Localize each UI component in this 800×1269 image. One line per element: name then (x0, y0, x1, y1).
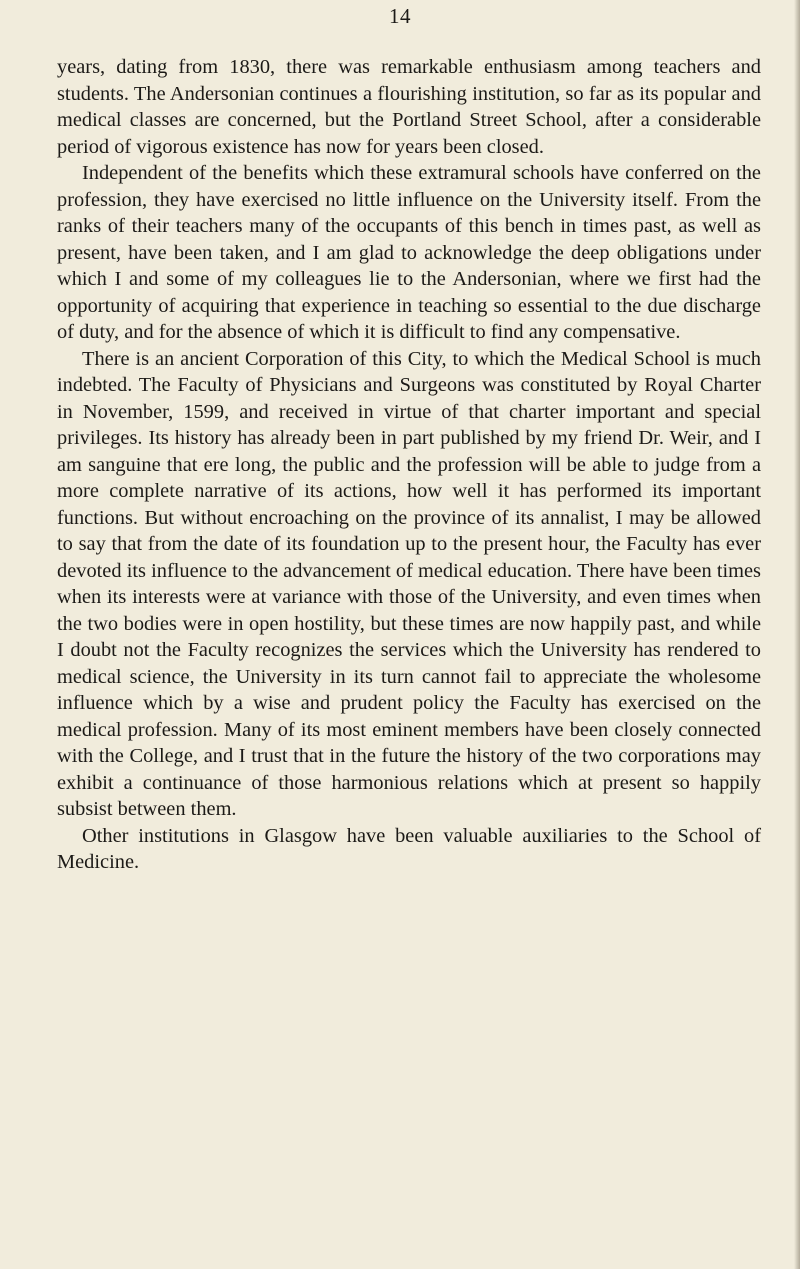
paragraph: Other institutions in Glasgow have been valuable auxiliaries to the School of Medicine. (57, 824, 761, 873)
paragraph: There is an ancient Corporation of this City, to which the Medical School is much indebted. The Faculty of Physicians and Surgeons was constituted by Royal Charter in November, 1599, and received in virtue of that charter important and special privileges. Its history has already been in part published by my friend Dr. Weir, and I am sanguine that ere long, the public and the profession will be able to judge from a more complete narrative of its actions, how well it has performed its important functions. But without encroaching on the province of its annalist, I may be allowed to say that from the date of its foundation up to the present hour, the Faculty has ever devoted its influence to the advancement of medical education. There have been times when its interests were at variance with those of the University, and even times when the two bodies were in open hostility, but these times are now happily past, and while I doubt not the Faculty recognizes the services which the University has rendered to medical science, the University in its turn cannot fail to appreciate the wholesome influence which by a wise and prudent policy the Faculty has exercised on the medical profession. Many of its most eminent members have been closely connected with the College, and I trust that in the future the history of the two corporations may exhibit a continuance of those harmonious relations which at present so happily subsist between them. (57, 347, 761, 820)
page-number: 14 (389, 4, 411, 28)
paragraph: years, dating from 1830, there was remarkable enthusiasm among teachers and students. The Andersonian continues a flourishing institution, so far as its popular and medical classes are concerned, but the Portland Street School, after a considerable period of vigorous existence has now for years been closed. (57, 56, 761, 158)
body-text (57, 54, 761, 876)
page-edge-shadow (794, 0, 800, 1269)
paragraph: Independent of the benefits which these extramural schools have conferred on the profession, they have exercised no little influence on the University itself. From the ranks of their teachers many of the occupants of this bench in times past, as well as present, have been taken, and I am glad to acknowledge the deep obligations under which I and some of my colleagues lie to the Andersonian, where we first had the opportunity of acquiring that experience in teaching so essential to the due discharge of duty, and for the absence of which it is difficult to find any compensative. (57, 162, 761, 343)
